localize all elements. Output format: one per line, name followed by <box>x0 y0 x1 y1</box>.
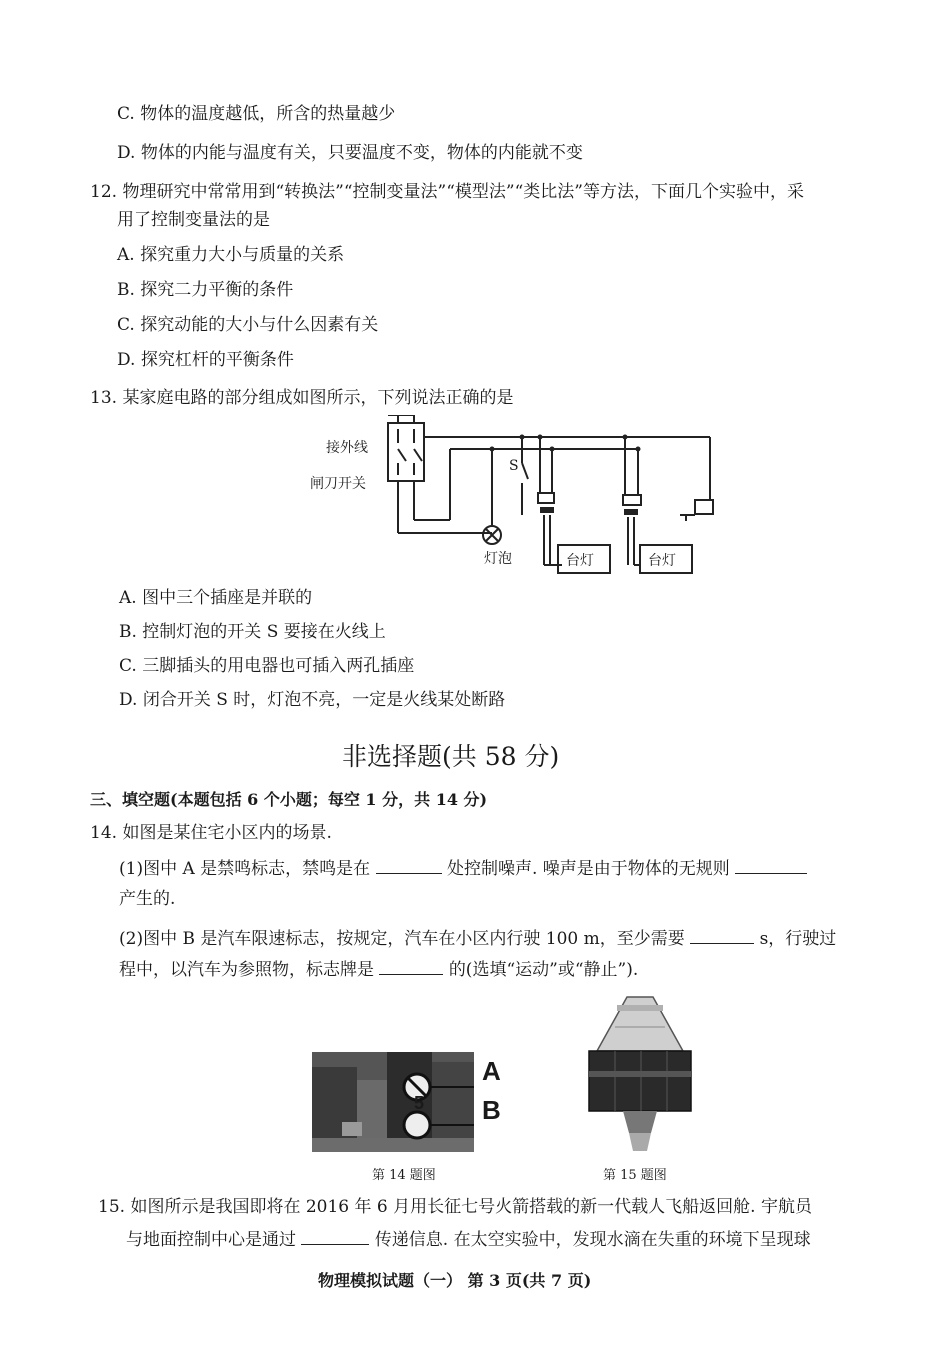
label-bulb: 灯泡 <box>484 551 512 567</box>
q13-stem: 13. 某家庭电路的部分组成如图所示，下列说法正确的是 <box>90 388 514 408</box>
q15-text-b: 传递信息. 在太空实验中，发现水滴在失重的环境下呈现球 <box>374 1230 811 1250</box>
label-knife-switch: 闸刀开关 <box>310 476 366 492</box>
q14-part1-text-b: 处控制噪声. 噪声是由于物体的无规则 <box>446 859 730 879</box>
label-switch-s: S <box>509 458 519 474</box>
q15-stem-line1: 15. 如图所示是我国即将在 2016 年 6 月用长征七号火箭搭载的新一代载人飞船返回舱. 宇航员 <box>98 1197 812 1217</box>
q12-option-a: A. 探究重力大小与质量的关系 <box>117 245 345 265</box>
q14-stem: 14. 如图是某住宅小区内的场景. <box>90 823 332 843</box>
q14-part2-line <box>119 927 836 950</box>
q12-option-b: B. 探究二力平衡的条件 <box>117 280 294 300</box>
q14-blank-2[interactable] <box>735 857 807 874</box>
q11-option-d: D. 物体的内能与温度有关，只要温度不变，物体的内能就不变 <box>117 143 583 163</box>
part-three-heading: 三、填空题(本题包括 6 个小题；每空 1 分，共 14 分) <box>90 790 488 809</box>
return-capsule-image <box>585 993 695 1151</box>
section-title: 非选择题(共 58 分) <box>342 742 560 771</box>
q12-stem-line1: 12. 物理研究中常常用到“转换法”“控制变量法”“模型法”“类比法”等方法，下面几个实验中，采 <box>90 182 804 202</box>
residential-scene-photo <box>312 1052 474 1152</box>
q14-part2-text-c: 程中，以汽车为参照物，标志牌是 <box>119 960 374 980</box>
q14-part1-line <box>119 857 807 880</box>
q13-option-b: B. 控制灯泡的开关 S 要接在火线上 <box>119 622 386 642</box>
label-external-supply: 接外线 <box>326 440 368 456</box>
q12-stem-line2: 用了控制变量法的是 <box>117 210 270 230</box>
q14-part2-text-b: s，行驶过 <box>759 929 837 949</box>
q14-part2-line2 <box>119 958 638 981</box>
q15-text-a: 与地面控制中心是通过 <box>126 1230 296 1250</box>
q13-option-c: C. 三脚插头的用电器也可插入两孔插座 <box>119 656 415 676</box>
q14-part2-text-a: (2)图中 B 是汽车限速标志，按规定，汽车在小区内行驶 100 m，至少需要 <box>119 929 685 949</box>
label-desk-lamp-1: 台灯 <box>566 553 594 569</box>
q14-figure-caption: 第 14 题图 <box>372 1168 436 1183</box>
q11-option-c: C. 物体的温度越低，所含的热量越少 <box>117 104 396 124</box>
page-footer: 物理模拟试题（一） 第 3 页(共 7 页) <box>318 1271 592 1290</box>
q15-figure-caption: 第 15 题图 <box>603 1168 667 1183</box>
photo-label-a: A <box>482 1056 501 1086</box>
q14-blank-3[interactable] <box>690 927 754 944</box>
speed-limit-number: 5 <box>414 1093 425 1113</box>
q14-blank-4[interactable] <box>379 958 443 975</box>
q15-blank-1[interactable] <box>301 1228 369 1245</box>
q14-part1-text-a: (1)图中 A 是禁鸣标志，禁鸣是在 <box>119 859 371 879</box>
q13-option-a: A. 图中三个插座是并联的 <box>119 588 313 608</box>
q12-option-d: D. 探究杠杆的平衡条件 <box>117 350 294 370</box>
q14-part1-end: 产生的. <box>119 889 176 909</box>
q14-blank-1[interactable] <box>376 857 442 874</box>
q14-part2-text-d: 的(选填“运动”或“静止”). <box>448 960 639 980</box>
photo-label-b: B <box>482 1095 501 1125</box>
q13-option-d: D. 闭合开关 S 时，灯泡不亮，一定是火线某处断路 <box>119 690 506 710</box>
q12-option-c: C. 探究动能的大小与什么因素有关 <box>117 315 379 335</box>
q15-stem-line2 <box>126 1228 811 1251</box>
label-desk-lamp-2: 台灯 <box>648 553 676 569</box>
